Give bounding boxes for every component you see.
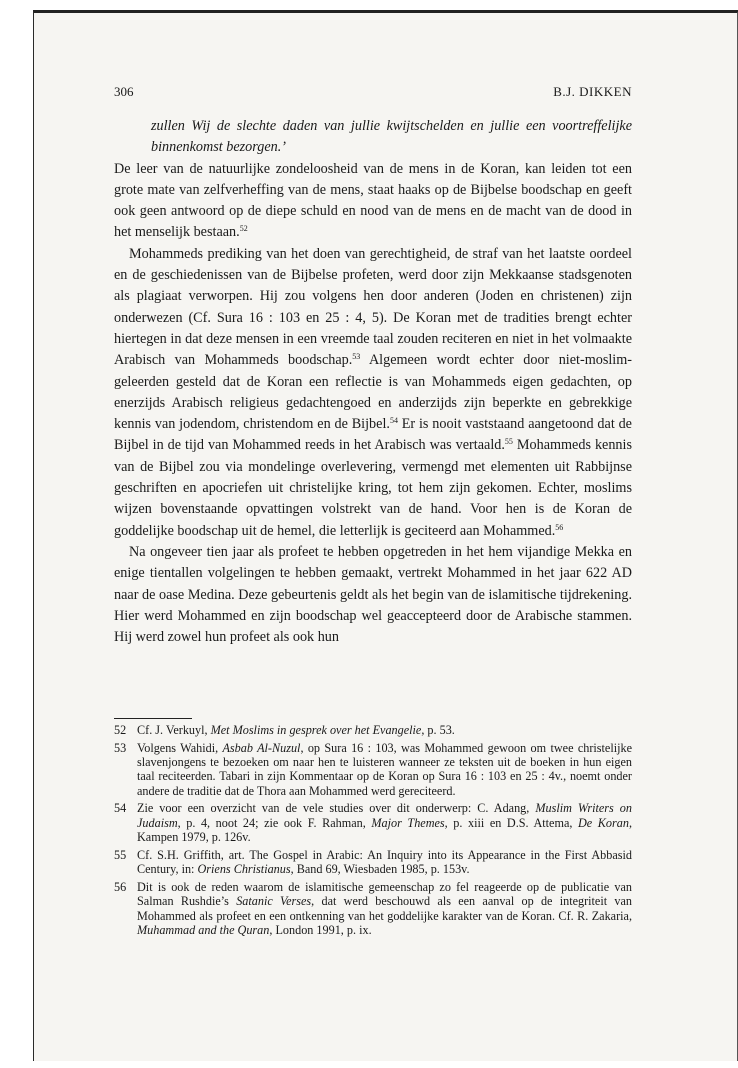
footnote-ref: 53 bbox=[352, 352, 361, 362]
footnote-55 bbox=[114, 848, 632, 877]
page-number: 306 bbox=[114, 84, 134, 99]
footnote-text-part: , p. 4, noot 24; zie ook F. Rahman, bbox=[177, 815, 372, 830]
footnote-number: 53 bbox=[114, 740, 127, 755]
footnote-text-part: Dit is ook de reden waarom de islamitische gemeenschap zo fel reageerde op de publicatie van Salman Rushdie’s bbox=[137, 879, 632, 909]
paragraph-1 bbox=[114, 159, 632, 244]
footnote-number: 55 bbox=[114, 847, 127, 862]
footnote-54 bbox=[114, 801, 632, 844]
footnote-title: Satanic Verses bbox=[236, 894, 312, 909]
footnote-ref: 54 bbox=[389, 416, 398, 426]
footnote-number: 54 bbox=[114, 801, 127, 816]
paragraph-3: Na ongeveer tien jaar als profeet te hebben opgetreden in het hem vijandige Mekka en enige tientallen volgelingen te hebben gemaakt, vertrekt Mohammed in het jaar 622 AD naar de oase Medina. Deze gebeurtenis geldt als het begin van de islamitische tijdrekening. Hier werd Mohammed en zijn boodschap wel geaccepteerd door de Arabische stammen. Hij werd zowel hun profeet als ook hun bbox=[114, 543, 632, 646]
footnote-divider bbox=[114, 718, 192, 719]
footnote-text-part: Zie voor een overzicht van de vele studies over dit onderwerp: C. Adang, bbox=[137, 801, 536, 816]
footnote-text-part: Cf. S.H. Griffith, art. The Gospel in Arabic: An Inquiry into its Appearance in the First Abbasid Century, in: bbox=[137, 847, 632, 877]
footnote-text-part: Volgens Wahidi, bbox=[137, 740, 223, 755]
paragraph-text: Mohammeds kennis van de Bijbel zou via mondelinge overlevering, vermengd met elementen uit Rabbijnse geschriften en apocriefen uit christelijke kring, tot hem zijn gekomen. Echter, moslims wijzen bovenstaande opvattingen volstrekt van de hand. Voor hen is de Koran de goddelijke boodschap uit de hemel, die letterlijk is geciteerd aan Mohammed. bbox=[114, 437, 632, 539]
footnote-title: Major Themes bbox=[371, 815, 445, 830]
footnote-text bbox=[137, 880, 632, 937]
main-text bbox=[114, 116, 632, 648]
footnote-title: Asbab Al-Nuzul bbox=[222, 740, 301, 755]
paragraph-text: Er is nooit vaststaand aangetoond dat de Bijbel in de tijd van Mohammed reeds in het Arabisch was vertaald. bbox=[114, 416, 632, 454]
paragraph-text: Mohammeds prediking van het doen van gerechtigheid, de straf van het laatste oordeel en de geschiedenissen van de Bijbelse profeten, werd door zijn Mekkaanse stadsgenoten als plagiaat verworpen. Hij zou volgens hen door anderen (Joden en christenen) zijn onderwezen (Cf. Sura 16 : 103 en 25 : 4, 5). De Koran met de tradities brengt echter hiertegen in dat deze mensen in een vreemde taal zouden reciteren en niet in het volmaakte Arabisch van Mohammeds boodschap. bbox=[114, 245, 632, 369]
quran-quote: zullen Wij de slechte daden van jullie kwijtschelden en jullie een voortreffelijke binnenkomst bezorgen.’ bbox=[151, 118, 632, 156]
paragraph-text: Algemeen wordt echter door niet-moslim-geleerden gesteld dat de Koran een reflectie is van Mohammeds eigen gedachten, op enerzijds Arabisch religieus gedachtengoed en anderzijds zijn beperkte en gebrekkige kennis van jodendom, christendom en de Bijbel. bbox=[114, 352, 632, 433]
footnote-title: De Koran bbox=[577, 815, 629, 830]
footnote-56 bbox=[114, 880, 632, 937]
footnote-text-part: , dat werd beschouwd als een aanval op de integriteit van Mohammed als profeet en een ontkenning van het goddelijke karakter van de Koran. Cf. R. Zakaria, bbox=[137, 894, 632, 923]
footnotes bbox=[114, 723, 632, 941]
footnote-text bbox=[137, 741, 632, 798]
footnote-text-part: , p. xiii en D.S. Attema, bbox=[444, 815, 578, 830]
footnote-52 bbox=[114, 723, 632, 737]
footnote-title: Muslim Writers on Judaism bbox=[137, 801, 632, 830]
footnote-text-part: , London 1991, p. ix. bbox=[269, 922, 372, 937]
footnote-ref: 56 bbox=[555, 522, 564, 532]
footnote-number: 56 bbox=[114, 879, 127, 894]
footnote-ref: 55 bbox=[504, 437, 513, 447]
paragraph-text: De leer van de natuurlijke zondeloosheid van de mens in de Koran, kan leiden tot een grote mate van zelfverheffing van de mens, staat haaks op de Bijbelse boodschap en geeft ook geen antwoord op de diepe schuld en nood van de mens en de macht van de dood in het menselijk bestaan. bbox=[114, 160, 632, 241]
footnote-text bbox=[137, 848, 632, 877]
footnote-text-part: Cf. J. Verkuyl, bbox=[137, 723, 211, 737]
footnote-text bbox=[137, 801, 632, 844]
footnote-text-part: , Band 69, Wiesbaden 1985, p. 153v. bbox=[290, 862, 470, 877]
footnote-title: Muhammad and the Quran bbox=[137, 922, 270, 937]
running-head-author: B.J. DIKKEN bbox=[553, 84, 632, 99]
footnote-ref: 52 bbox=[239, 224, 248, 234]
paragraph-2 bbox=[114, 244, 632, 542]
footnote-title: Oriens Christianus bbox=[197, 862, 291, 877]
footnote-text-part: , p. 53. bbox=[421, 723, 455, 737]
footnote-text bbox=[137, 723, 632, 737]
footnote-number: 52 bbox=[114, 723, 127, 737]
footnote-title: Met Moslims in gesprek over het Evangelie bbox=[210, 723, 422, 737]
footnote-53 bbox=[114, 741, 632, 798]
footnote-text-part: , Kampen 1979, p. 126v. bbox=[137, 815, 632, 845]
footnote-text-part: , op Sura 16 : 103, was Mohammed gewoon om twee christelijke slavenjongens te bezoeken om naar hen te luisteren wanneer ze teksten uit de boeken in hun eigen taal reciteerden. Tabari in zijn Kommentaar op de Koran op Sura 16 : 103 en 25 : 4v., noemt onder andere de traditie dat de Thora aan Mohammed werd gereciteerd. bbox=[137, 740, 632, 798]
